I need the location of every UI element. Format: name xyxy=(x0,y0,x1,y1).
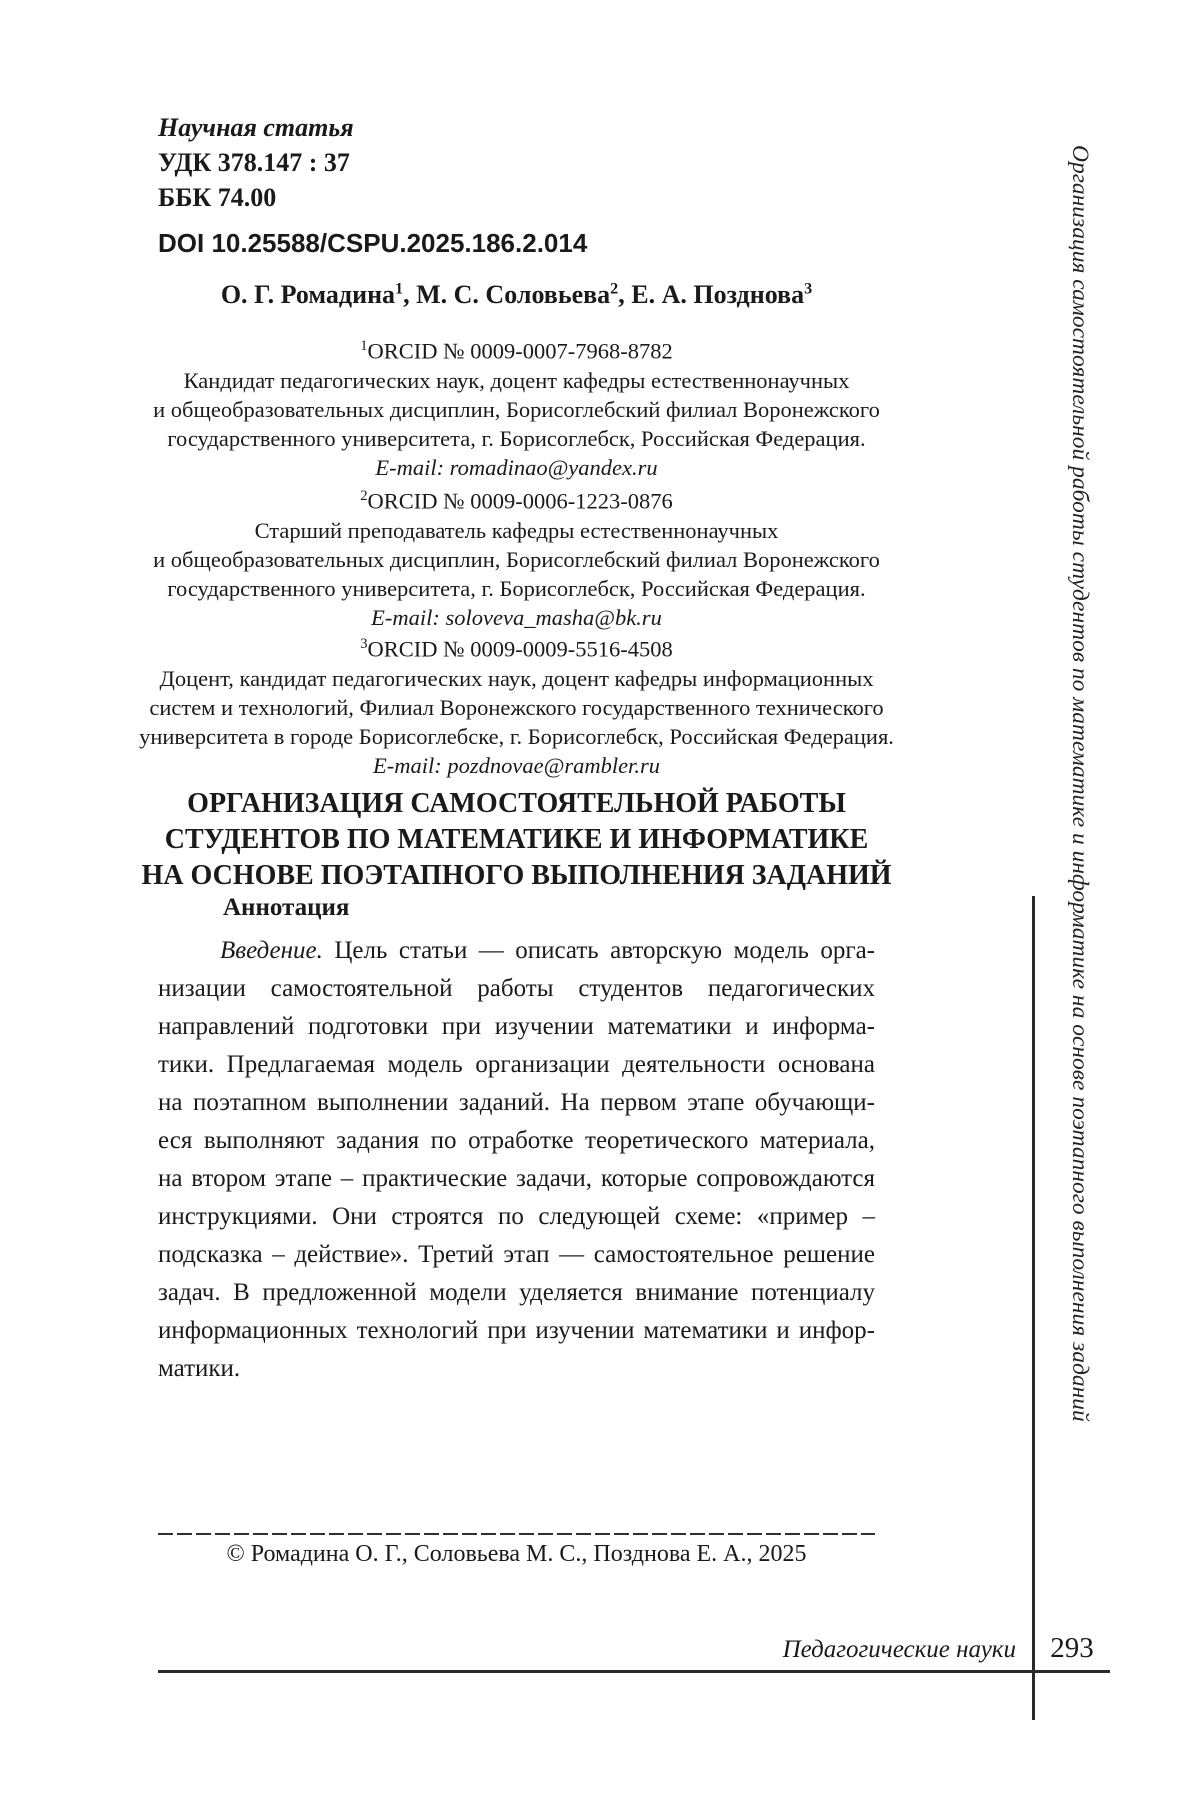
abstract-line: направлений подготовки при изучении математики и информа- xyxy=(158,1013,875,1040)
abstract-line: подсказка – действие». Третий этап — самостоятельное решение xyxy=(158,1241,875,1268)
author-name: М. С. Соловьева xyxy=(416,280,611,309)
author-email: E-mail: romadinao@yandex.ru xyxy=(375,454,658,480)
article-title-line: СТУДЕНТОВ ПО МАТЕМАТИКЕ И ИНФОРМАТИКЕ xyxy=(164,824,869,855)
orcid-number: ORCID № 0009-0006-1223-0876 xyxy=(367,488,673,514)
article-title-line: ОРГАНИЗАЦИЯ САМОСТОЯТЕЛЬНОЙ РАБОТЫ xyxy=(187,788,846,819)
affiliation-text-line: Кандидат педагогических наук, доцент кафедры естественнонаучных xyxy=(183,367,850,393)
author-name: Е. А. Позднова xyxy=(631,280,805,309)
orcid-number: ORCID № 0009-0007-7968-8782 xyxy=(367,338,673,364)
abstract-line: задач. В предложенной модели уделяется внимание потенциалу xyxy=(158,1279,875,1306)
author-email: E-mail: pozdnovae@rambler.ru xyxy=(373,752,660,778)
author-sup: 3 xyxy=(804,280,813,298)
article-type-label: Научная статья xyxy=(158,113,354,142)
author-separator: , xyxy=(403,280,417,309)
header-block xyxy=(158,110,875,215)
orcid-line xyxy=(360,332,673,366)
abstract-lead-word: Введение. xyxy=(220,937,323,964)
abstract-line: низации самостоятельной работы студентов педагогических xyxy=(158,975,875,1002)
author-name: О. Г. Ромадина xyxy=(220,280,396,309)
affiliation-text-line: и общеобразовательных дисциплин, Борисоглебский филиал Воронежского xyxy=(153,396,880,422)
authors-line xyxy=(158,280,875,310)
orcid-line xyxy=(360,482,673,516)
article-title-line: НА ОСНОВЕ ПОЭТАПНОГО ВЫПОЛНЕНИЯ ЗАДАНИЙ xyxy=(141,860,892,891)
affiliation-text-line: Доцент, кандидат педагогических наук, доцент кафедры информационных xyxy=(159,665,874,691)
abstract-line: инструкциями. Они строятся по следующей схеме: «пример – xyxy=(158,1203,875,1230)
abstract-line: на втором этапе – практические задачи, которые сопровождаются xyxy=(158,1165,875,1192)
footer-section-label: Педагогические науки xyxy=(782,1636,1016,1663)
bbk-label: ББК 74.00 xyxy=(158,183,277,212)
copyright-divider-rule xyxy=(158,1533,875,1535)
affiliation-text-line: и общеобразовательных дисциплин, Борисоглебский филиал Воронежского xyxy=(153,546,880,572)
affiliation-text-line: университета в городе Борисоглебске, г. Борисоглебск, Российская Федерация. xyxy=(139,723,894,749)
affiliation-text-line: систем и технологий, Филиал Воронежского государственного технического xyxy=(149,694,884,720)
abstract-line xyxy=(158,932,875,970)
affiliation-block-3 xyxy=(139,630,894,780)
orcid-sup: 2 xyxy=(360,488,368,504)
article-title xyxy=(141,786,892,894)
author-sup: 2 xyxy=(610,280,619,298)
copyright-line: © Ромадина О. Г., Соловьева М. С., Позднова Е. А., 2025 xyxy=(226,1541,807,1567)
orcid-line xyxy=(360,630,673,664)
margin-vertical-rule xyxy=(1032,896,1035,1720)
abstract-line: тики. Предлагаемая модель организации деятельности основана xyxy=(158,1051,875,1078)
footer-horizontal-rule xyxy=(158,1670,1110,1673)
author-sup: 1 xyxy=(395,280,404,298)
orcid-number: ORCID № 0009-0009-5516-4508 xyxy=(367,636,673,662)
affiliation-text-line: Старший преподаватель кафедры естественнонаучных xyxy=(254,517,779,543)
affiliation-text-line: государственного университета, г. Борисоглебск, Российская Федерация. xyxy=(167,425,866,451)
abstract-body xyxy=(158,932,875,1388)
doi-label: DOI 10.25588/CSPU.2025.186.2.014 xyxy=(158,228,588,258)
running-title-vertical: Организация самостоятельной работы студентов по математике и информатике на основе поэтапного выполнения заданий xyxy=(1067,145,1093,1422)
page-number: 293 xyxy=(1050,1632,1094,1664)
affiliation-text-line: государственного университета, г. Борисоглебск, Российская Федерация. xyxy=(167,575,866,601)
affiliation-block-1 xyxy=(153,332,880,482)
abstract-line: информационных технологий при изучении математики и инфор- xyxy=(158,1317,875,1344)
abstract-line: матики. xyxy=(158,1355,241,1382)
author-separator: , xyxy=(618,280,632,309)
author-email: E-mail: soloveva_masha@bk.ru xyxy=(371,604,662,630)
abstract-line: еся выполняют задания по отработке теоретического материала, xyxy=(158,1127,875,1154)
orcid-sup: 3 xyxy=(360,636,368,652)
orcid-sup: 1 xyxy=(360,338,368,354)
abstract-line: на поэтапном выполнении заданий. На первом этапе обучающи- xyxy=(158,1089,875,1116)
abstract-heading: Аннотация xyxy=(223,894,350,921)
udk-label: УДК 378.147 : 37 xyxy=(158,148,350,177)
affiliation-block-2 xyxy=(153,482,880,632)
abstract-line-text: Цель статьи — описать авторскую модель орга- xyxy=(322,937,875,964)
